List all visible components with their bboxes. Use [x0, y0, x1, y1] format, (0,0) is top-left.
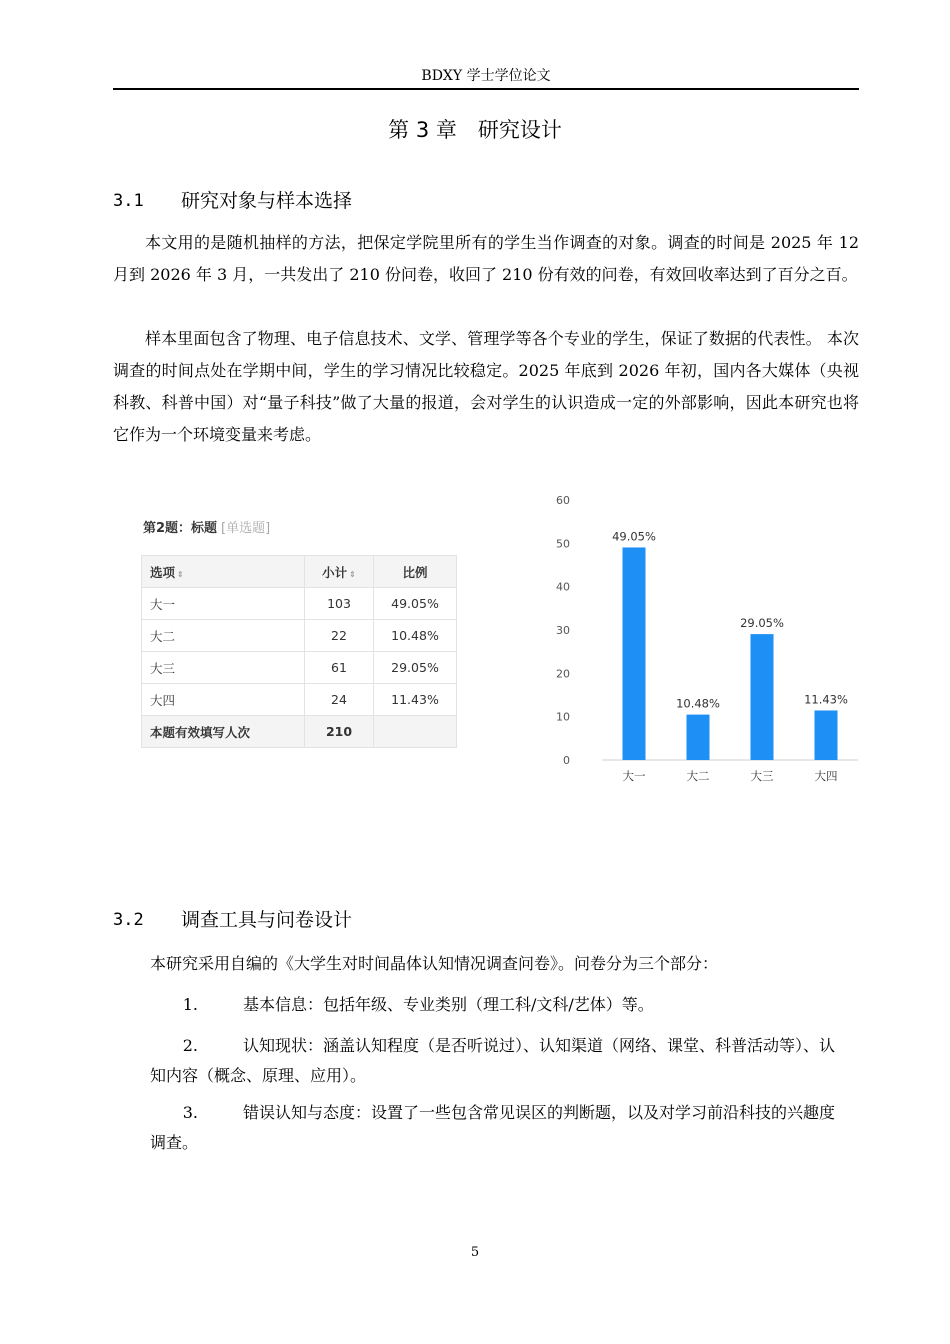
section-title: 研究对象与样本选择 — [181, 190, 353, 212]
y-tick-label: 20 — [556, 667, 570, 681]
data-label: 49.05% — [612, 529, 656, 544]
table-row — [142, 652, 457, 684]
survey-question-title — [143, 515, 461, 543]
list-item-text: 基本信息：包括年级、专业类别（理工科/文科/艺体）等。 — [243, 995, 654, 1014]
list-item-number: 2. — [182, 1036, 198, 1055]
cell-total-empty — [374, 716, 457, 748]
column-header-option[interactable]: 选项 ⇕ — [142, 556, 305, 588]
cell-count: 24 — [305, 684, 374, 716]
data-label: 11.43% — [804, 692, 848, 707]
column-header-count[interactable]: 小计 ⇕ — [305, 556, 374, 588]
cell-ratio: 29.05% — [374, 652, 457, 684]
y-tick-label: 0 — [563, 754, 570, 767]
bar — [751, 634, 774, 760]
cell-option: 大一 — [142, 588, 305, 620]
cell-total-count: 210 — [305, 716, 374, 748]
paragraph-sampling: 本文用的是随机抽样的方法，把保定学院里所有的学生当作调查的对象。调查的时间是 2025 年 12 月到 2026 年 3 月，一共发出了 210 份问卷，收回了 210 份有效的问卷，有效回收率达到了百分之百。 — [113, 233, 859, 284]
result-table — [141, 555, 457, 748]
page-header: BDXY 学士学位论文 — [421, 68, 551, 84]
sort-icon[interactable]: ⇕ — [349, 569, 356, 579]
list-item — [150, 990, 850, 1020]
list-item-number: 1. — [182, 995, 198, 1014]
x-tick-label: 大一 — [622, 769, 646, 783]
chapter-title: 第 3 章 研究设计 — [388, 118, 562, 142]
sort-icon[interactable]: ⇕ — [177, 569, 184, 579]
list-item — [150, 1031, 850, 1091]
cell-count: 103 — [305, 588, 374, 620]
y-tick-label: 50 — [556, 537, 570, 551]
question-label: 第2题：标题 — [143, 521, 218, 536]
cell-ratio: 11.43% — [374, 684, 457, 716]
header-rule — [113, 88, 859, 90]
cell-option: 大二 — [142, 620, 305, 652]
x-tick-label: 大二 — [686, 769, 710, 783]
section-title: 调查工具与问卷设计 — [181, 909, 353, 931]
list-item-text: 认知现状：涵盖认知程度（是否听说过）、认知渠道（网络、课堂、科普活动等）、认知内容（概念、原理、应用）。 — [150, 1036, 836, 1085]
bar-chart — [540, 490, 860, 800]
bar — [687, 715, 710, 760]
paragraph-sample-composition: 样本里面包含了物理、电子信息技术、文学、管理学等各个专业的学生，保证了数据的代表性。 本次调查的时间点处在学期中间，学生的学习情况比较稳定。2025 年底到 2026 年初，国内各大媒体（央视科教、科普中国）对“量子科技”做了大量的报道，会对学生的认识造成一定的外部影响，因此本研究也将它作为一个环境变量来考虑。 — [113, 329, 859, 444]
section-heading-3-2 — [113, 907, 352, 933]
cell-ratio: 49.05% — [374, 588, 457, 620]
cell-count: 61 — [305, 652, 374, 684]
section-number: 3.2 — [113, 910, 144, 930]
cell-ratio: 10.48% — [374, 620, 457, 652]
section-heading-3-1 — [113, 188, 352, 214]
data-label: 29.05% — [740, 616, 784, 631]
cell-total-label: 本题有效填写人次 — [142, 716, 305, 748]
list-item-text: 错误认知与态度：设置了一些包含常见误区的判断题，以及对学习前沿科技的兴趣度调查。 — [150, 1103, 836, 1152]
data-label: 10.48% — [676, 696, 720, 711]
bar — [815, 710, 838, 760]
table-row — [142, 684, 457, 716]
table-total-row — [142, 716, 457, 748]
y-tick-label: 30 — [556, 624, 570, 637]
question-type-tag: [单选题] — [221, 521, 271, 536]
survey-result-table — [141, 515, 461, 748]
x-tick-label: 大三 — [750, 769, 774, 783]
y-tick-label: 10 — [556, 710, 570, 724]
section-number: 3.1 — [113, 191, 144, 211]
list-item-number: 3. — [182, 1103, 198, 1122]
cell-count: 22 — [305, 620, 374, 652]
table-row — [142, 588, 457, 620]
table-row — [142, 620, 457, 652]
cell-option: 大三 — [142, 652, 305, 684]
cell-option: 大四 — [142, 684, 305, 716]
x-tick-label: 大四 — [814, 769, 838, 783]
questionnaire-intro: 本研究采用自编的《大学生对时间晶体认知情况调查问卷》。问卷分为三个部分： — [150, 954, 719, 973]
list-item — [150, 1098, 850, 1158]
y-tick-label: 40 — [556, 580, 570, 594]
y-tick-label: 60 — [556, 494, 570, 507]
table-header-row — [142, 556, 457, 588]
bar — [623, 547, 646, 760]
column-header-ratio: 比例 — [374, 556, 457, 588]
page-number: 5 — [470, 1245, 480, 1260]
